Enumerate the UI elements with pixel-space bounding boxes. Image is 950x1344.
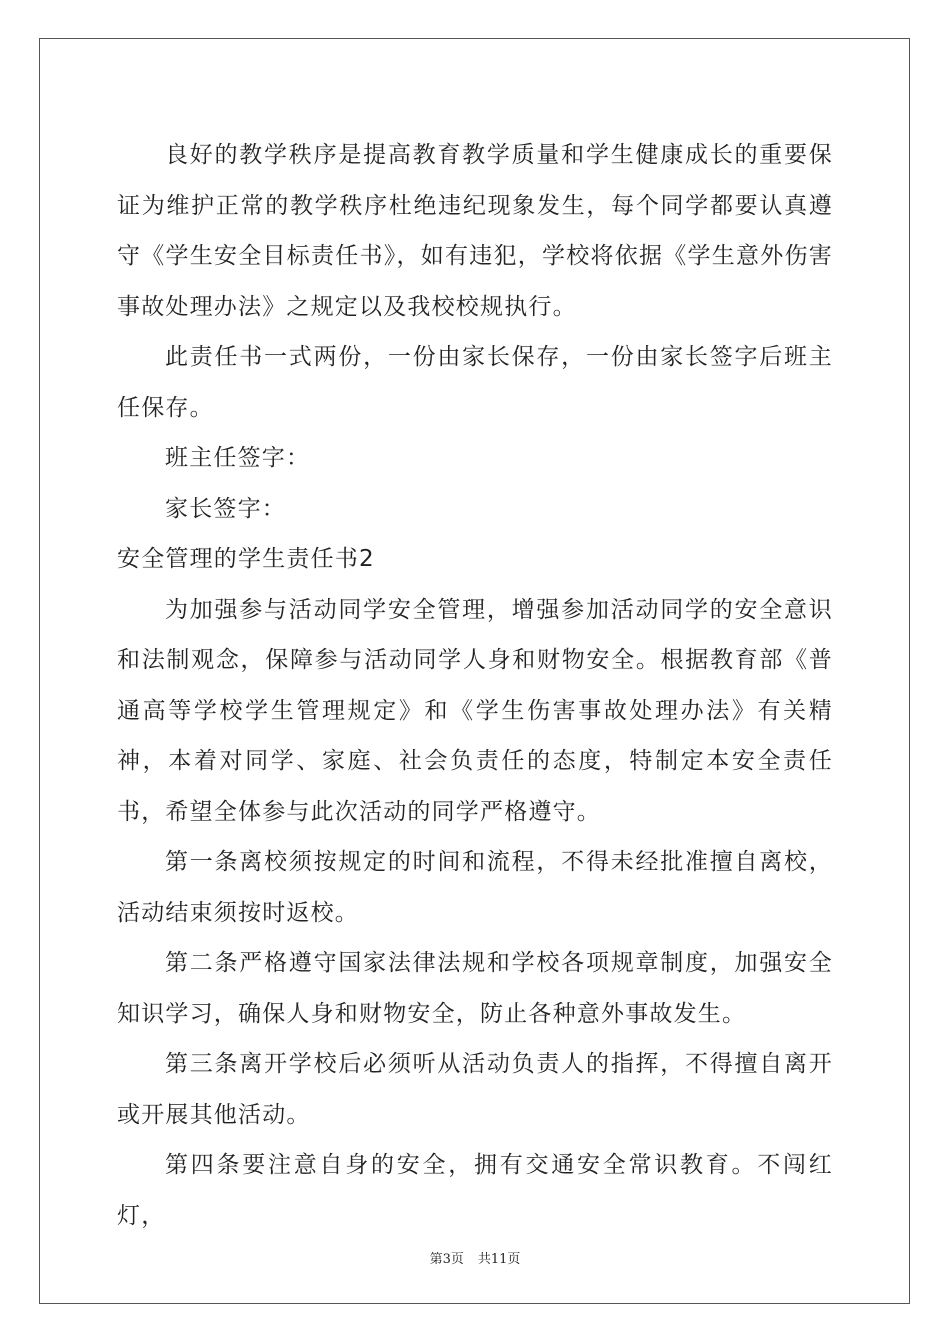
article-2: 第二条严格遵守国家法律法规和学校各项规章制度，加强安全知识学习，确保人身和财物安全，防止各种意外事故发生。 [117, 950, 833, 1027]
document-body [117, 130, 833, 1241]
article-3: 第三条离开学校后必须听从活动负责人的指挥，不得擅自离开或开展其他活动。 [117, 1051, 833, 1128]
signature-parent: 家长签字： [165, 495, 286, 522]
article-4: 第四条要注意自身的安全，拥有交通安全常识教育。不闯红灯， [117, 1152, 833, 1229]
current-page-number: 第3页 [429, 1252, 464, 1267]
paragraph-purpose: 为加强参与活动同学安全管理，增强参加活动同学的安全意识和法制观念，保障参与活动同学人身和财物安全。根据教育部《普通高等学校学生管理规定》和《学生伤害事故处理办法》有关精神，本着对同学、家庭、社会负责任的态度，特制定本安全责任书，希望全体参与此次活动的同学严格遵守。 [117, 596, 833, 825]
signature-head-teacher: 班主任签字： [165, 445, 311, 471]
paragraph-order-guarantee: 良好的教学秩序是提高教育教学质量和学生健康成长的重要保证为维护正常的教学秩序杜绝违纪现象发生，每个同学都要认真遵守《学生安全目标责任书》，如有违犯，学校将依据《学生意外伤害事故处理办法》之规定以及我校校规执行。 [117, 142, 833, 320]
page-footer [0, 1248, 950, 1267]
total-page-count: 共11页 [477, 1252, 521, 1267]
article-1: 第一条离校须按规定的时间和流程，不得未经批准擅自离校，活动结束须按时返校。 [117, 849, 833, 926]
section-heading: 安全管理的学生责任书2 [117, 546, 375, 572]
paragraph-copies: 此责任书一式两份，一份由家长保存，一份由家长签字后班主任保存。 [117, 344, 833, 421]
